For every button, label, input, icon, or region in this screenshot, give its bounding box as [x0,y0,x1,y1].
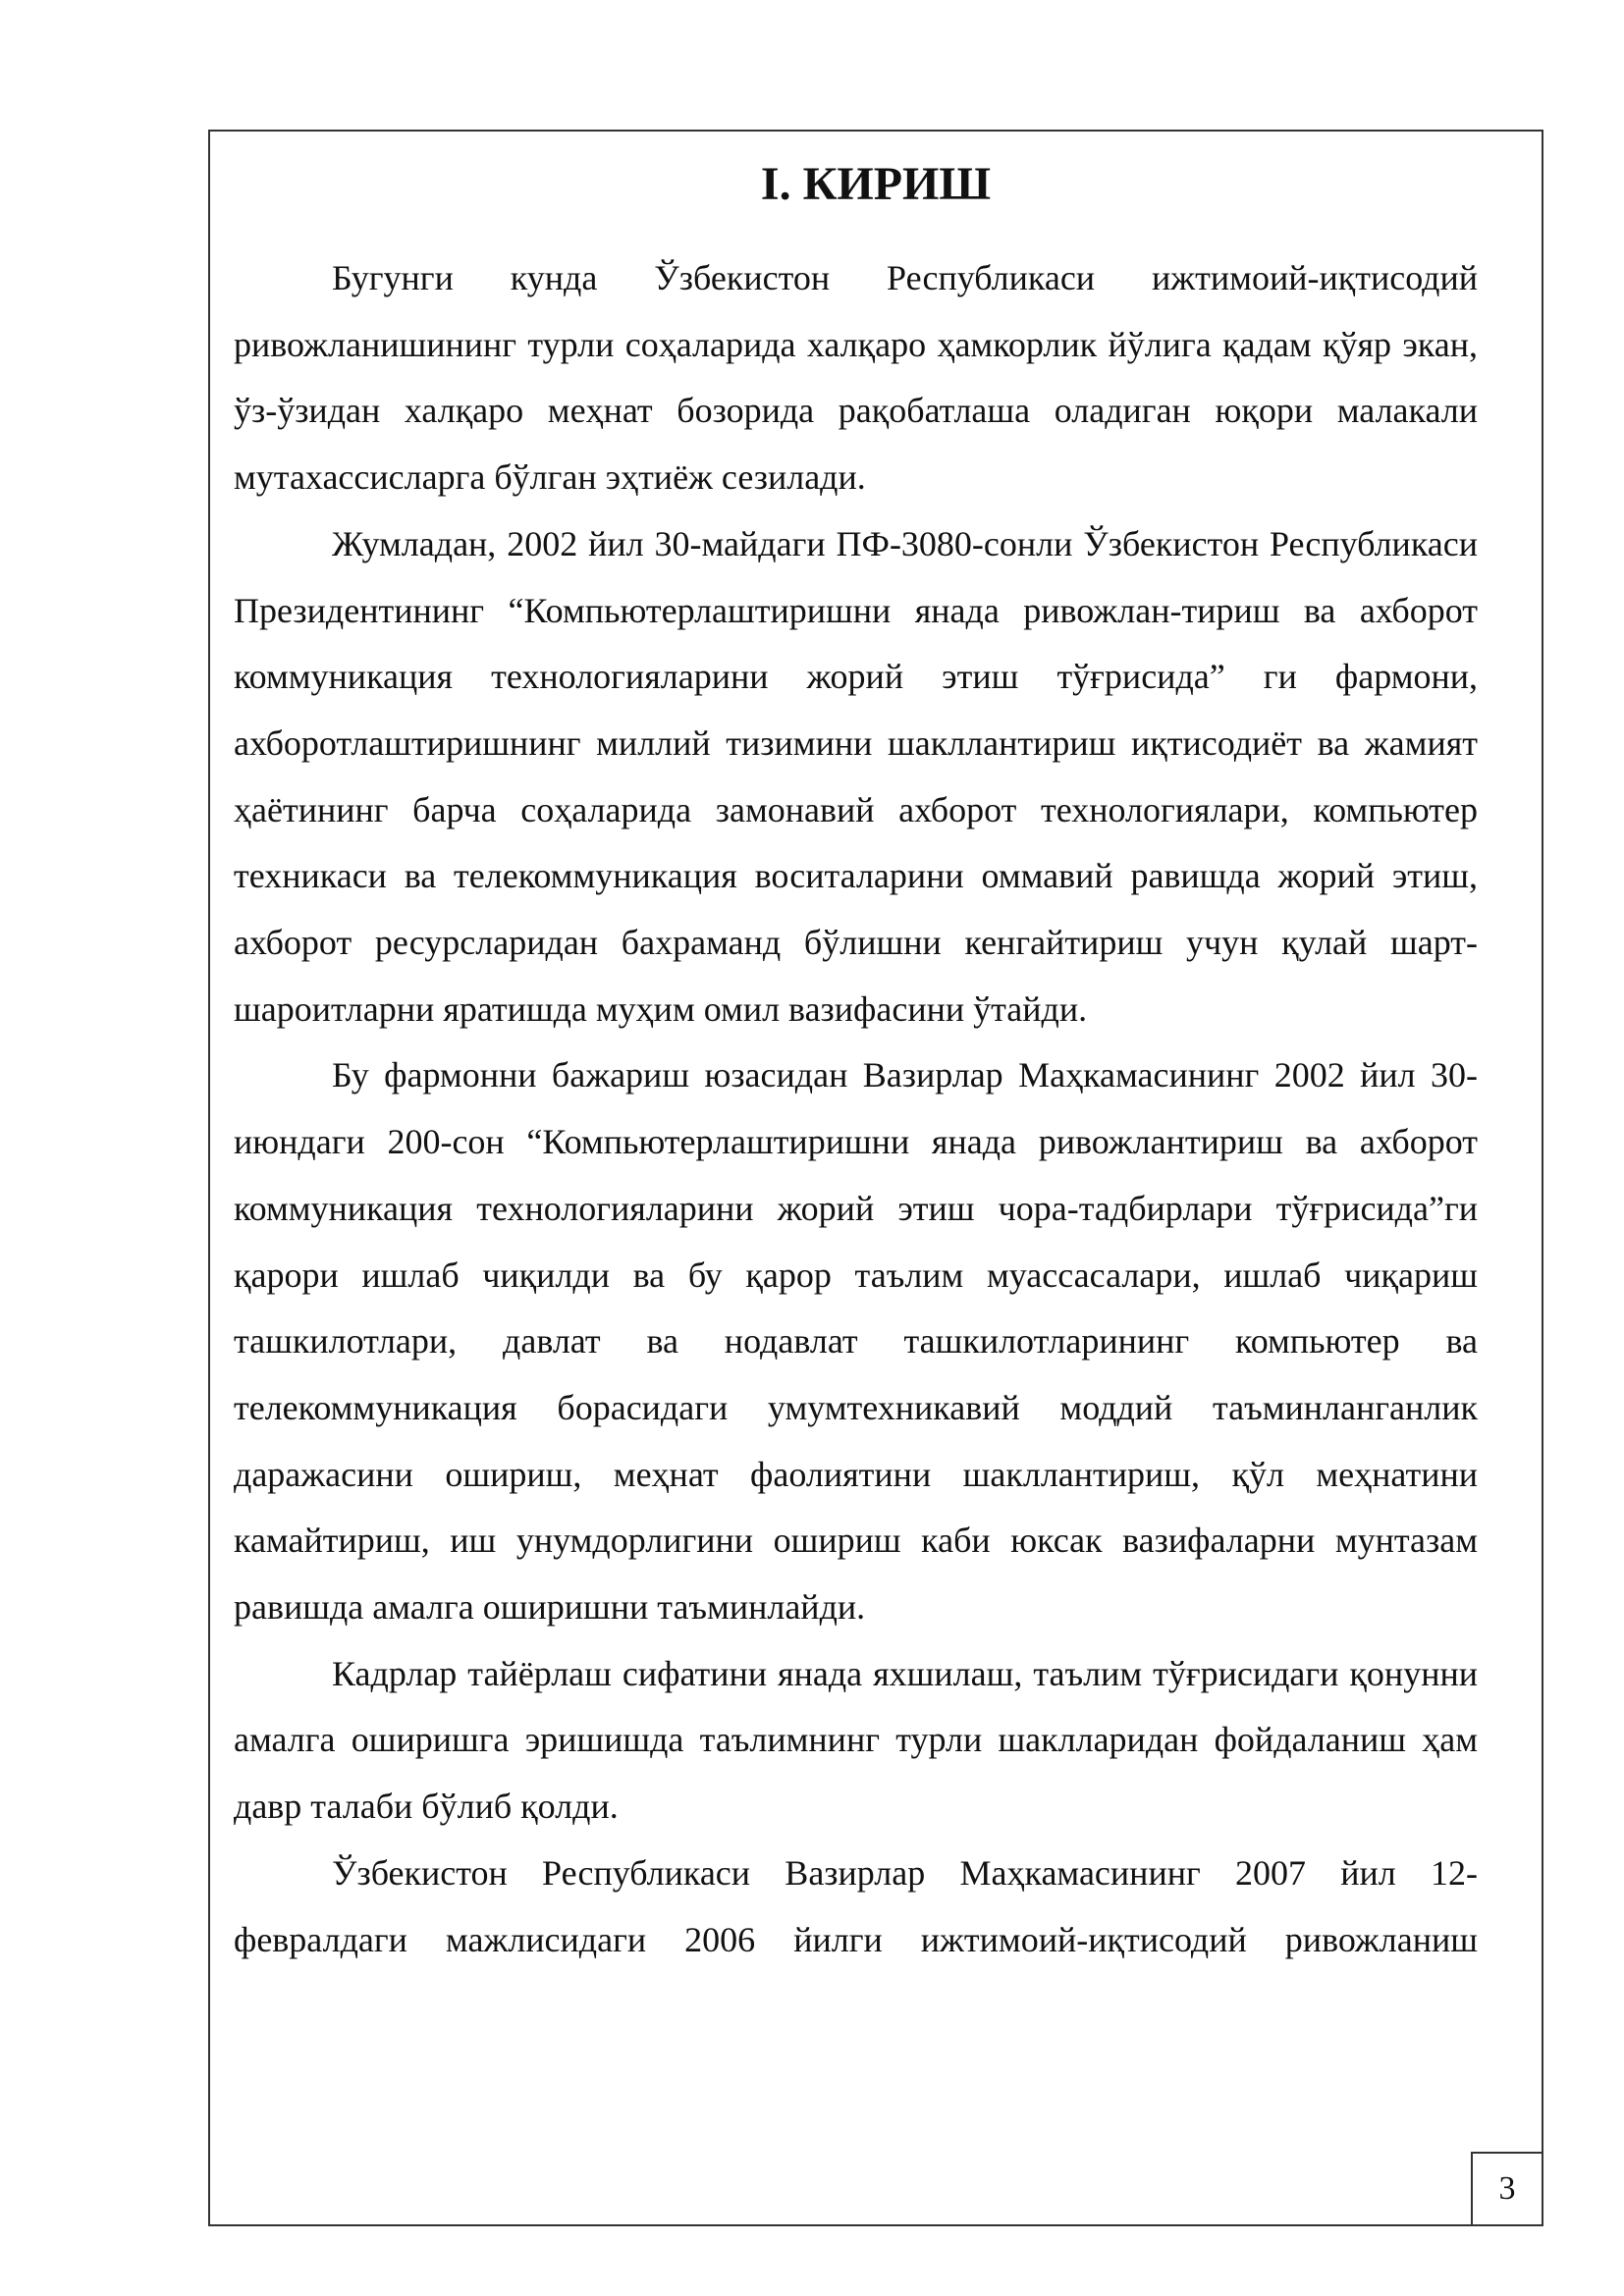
paragraph: Бугунги кунда Ўзбекистон Республикаси ижтимоий-иқтисодий ривожланишининг турли соҳаларида халқаро ҳамкорлик йўлига қадам қўяр экан, ўз-ўзидан халқаро меҳнат бозорида рақобатлаша оладиган юқори малакали мутахассисларга бўлган эҳтиёж сезилади. [234,258,1478,498]
paragraph: Кадрлар тайёрлаш сифатини янада яхшилаш, таълим тўғрисидаги қонунни амалга оширишга эришишда таълимнинг турли шаклларидан фойдаланиш ҳам давр талаби бўлиб қолди. [234,1653,1478,1827]
paragraph: Ўзбекистон Республикаси Вазирлар Маҳкамасининг 2007 йил 12-февралдаги мажлисидаги 2006 йилги ижтимоий-иқтисодий ривожланиш [234,1852,1478,1959]
page-number: 3 [1471,2152,1543,2226]
document-body [234,245,1478,1973]
paragraph: Бу фармонни бажариш юзасидан Вазирлар Маҳкамасининг 2002 йил 30-июндаги 200-сон “Компьютерлаштиришни янада ривожлантириш ва ахборот коммуникация технологияларини жорий этиш чора-тадбирлари тўғрисида”ги қарори ишлаб чиқилди ва бу қарор таълим муассасалари, ишлаб чиқариш ташкилотлари, давлат ва нодавлат ташкилотларининг компьютер ва телекоммуникация борасидаги умумтехникавий моддий таъминланганлик даражасини ошириш, меҳнат фаолиятини шакллантириш, қўл меҳнатини камайтириш, иш унумдорлигини ошириш каби юксак вазифаларни мунтазам равишда амалга оширишни таъминлайди. [234,1055,1478,1628]
paragraph: Жумладан, 2002 йил 30-майдаги ПФ-3080-сонли Ўзбекистон Республикаси Президентининг “Компьютерлаштиришни янада ривожлан-тириш ва ахборот коммуникация технологияларини жорий этиш тўғрисида” ги фармони, ахборотлаштиришнинг миллий тизимини шакллантириш иқтисодиёт ва жамият ҳаётининг барча соҳаларида замонавий ахборот технологиялари, компьютер техникаси ва телекоммуникация воситаларини оммавий равишда жорий этиш, ахборот ресурсларидан бахраманд бўлишни кенгайтириш учун қулай шарт-шароитларни яратишда муҳим омил вазифасини ўтайди. [234,523,1478,1029]
page-title: I. КИРИШ [760,158,992,210]
